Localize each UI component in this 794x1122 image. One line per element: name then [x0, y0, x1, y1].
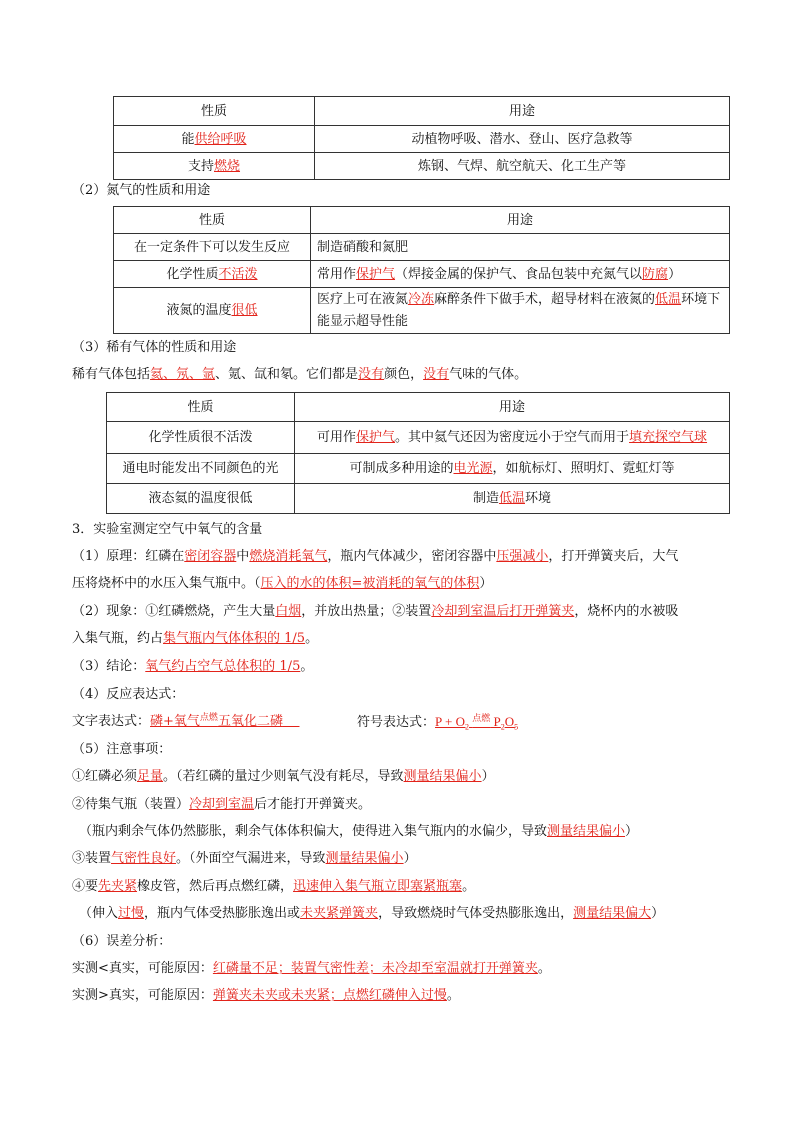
note-line: ②待集气瓶（装置）冷却到室温后才能打开弹簧夹。: [72, 797, 372, 812]
principle-line: （1）原理：红磷在密闭容器中燃烧消耗氧气，瓶内气体减少，密闭容器中压强减小，打开弹簧夹后，大气: [72, 549, 679, 564]
paragraph: 稀有气体包括氦、氖、氩、氪、氙和氡。它们都是没有颜色，没有气味的气体。: [72, 367, 528, 382]
note-line: （伸入过慢，瓶内气体受热膨胀逸出或未夹紧弹簧夹，导致燃烧时气体受热膨胀逸出，测量结果偏大）: [79, 906, 665, 921]
note-line: ③装置气密性良好。（外面空气漏进来，导致测量结果偏小）: [72, 851, 417, 866]
phenomenon-line: 入集气瓶，约占集气瓶内气体体积的 1/5。: [72, 631, 319, 646]
table-row: 化学性质不活泼 常用作保护气（焊接金属的保护气、食品包装中充氮气以防腐）: [114, 261, 730, 288]
table-header: 性质: [114, 207, 311, 234]
note-line: （瓶内剩余气体仍然膨胀，剩余气体体积偏大，使得进入集气瓶内的水偏少，导致测量结果偏小）: [79, 824, 639, 839]
table-header: 用途: [311, 207, 730, 234]
table-row: 液氮的温度很低 医疗上可在液氮冷冻麻醉条件下做手术，超导材料在液氮的低温环境下能显示超导性能: [114, 288, 730, 334]
table-row: 通电时能发出不同颜色的光 可制成多种用途的电光源，如航标灯、照明灯、霓虹灯等: [107, 454, 730, 484]
section-title: （3）稀有气体的性质和用途: [72, 340, 237, 355]
error-line: 实测>真实，可能原因：弹簧夹未夹或未夹紧；点燃红磷伸入过慢。: [72, 988, 460, 1003]
table-header: 性质: [107, 393, 295, 422]
nitrogen-table: [113, 206, 730, 334]
principle-line: 压将烧杯中的水压入集气瓶中。（压入的水的体积=被消耗的氧气的体积）: [72, 576, 493, 591]
table-row: 化学性质很不活泼 可用作保护气。其中氦气还因为密度远小于空气而用于填充探空气球: [107, 422, 730, 454]
table-row: 在一定条件下可以发生反应 制造硝酸和氮肥: [114, 234, 730, 261]
error-line: 实测<真实，可能原因：红磷量不足；装置气密性差；未冷却至室温就打开弹簧夹。: [72, 961, 551, 976]
symbol-equation: 符号表达式：$P + O_2$ $^{点燃}$ $P_2O_5$: [357, 713, 519, 732]
section-title: （2）氮气的性质和用途: [72, 183, 211, 198]
table-header: 性质: [114, 97, 315, 126]
reaction-title: （4）反应表达式：: [72, 687, 185, 702]
conclusion-line: （3）结论：氧气约占空气总体积的 1/5。: [72, 659, 314, 674]
oxygen-table: [113, 96, 730, 180]
notes-title: （5）注意事项：: [72, 742, 172, 757]
word-equation: 文字表达式：磷+氧气$^{点燃}$五氧化二磷: [72, 713, 283, 729]
error-title: （6）误差分析：: [72, 934, 172, 949]
phenomenon-line: （2）现象：①红磷燃烧，产生大量白烟，并放出热量；②装置冷却到室温后打开弹簧夹，烧杯内的水被吸: [72, 604, 679, 619]
noble-gas-table: [106, 392, 730, 514]
note-line: ①红磷必须足量。（若红磷的量过少则氧气没有耗尽，导致测量结果偏小）: [72, 769, 495, 784]
table-header: 用途: [295, 393, 730, 422]
note-line: ④要先夹紧橡皮管，然后再点燃红磷，迅速伸入集气瓶立即塞紧瓶塞。: [72, 879, 476, 894]
table-row: 液态氦的温度很低 制造低温环境: [107, 484, 730, 514]
table-header: 用途: [315, 97, 730, 126]
arrow-condition: 点燃: [199, 713, 218, 723]
table-row: 支持燃烧 炼钢、气焊、航空航天、化工生产等: [114, 153, 730, 180]
table-row: 能供给呼吸 动植物呼吸、潜水、登山、医疗急救等: [114, 126, 730, 153]
part-title: 3．实验室测定空气中氧气的含量: [72, 522, 263, 537]
